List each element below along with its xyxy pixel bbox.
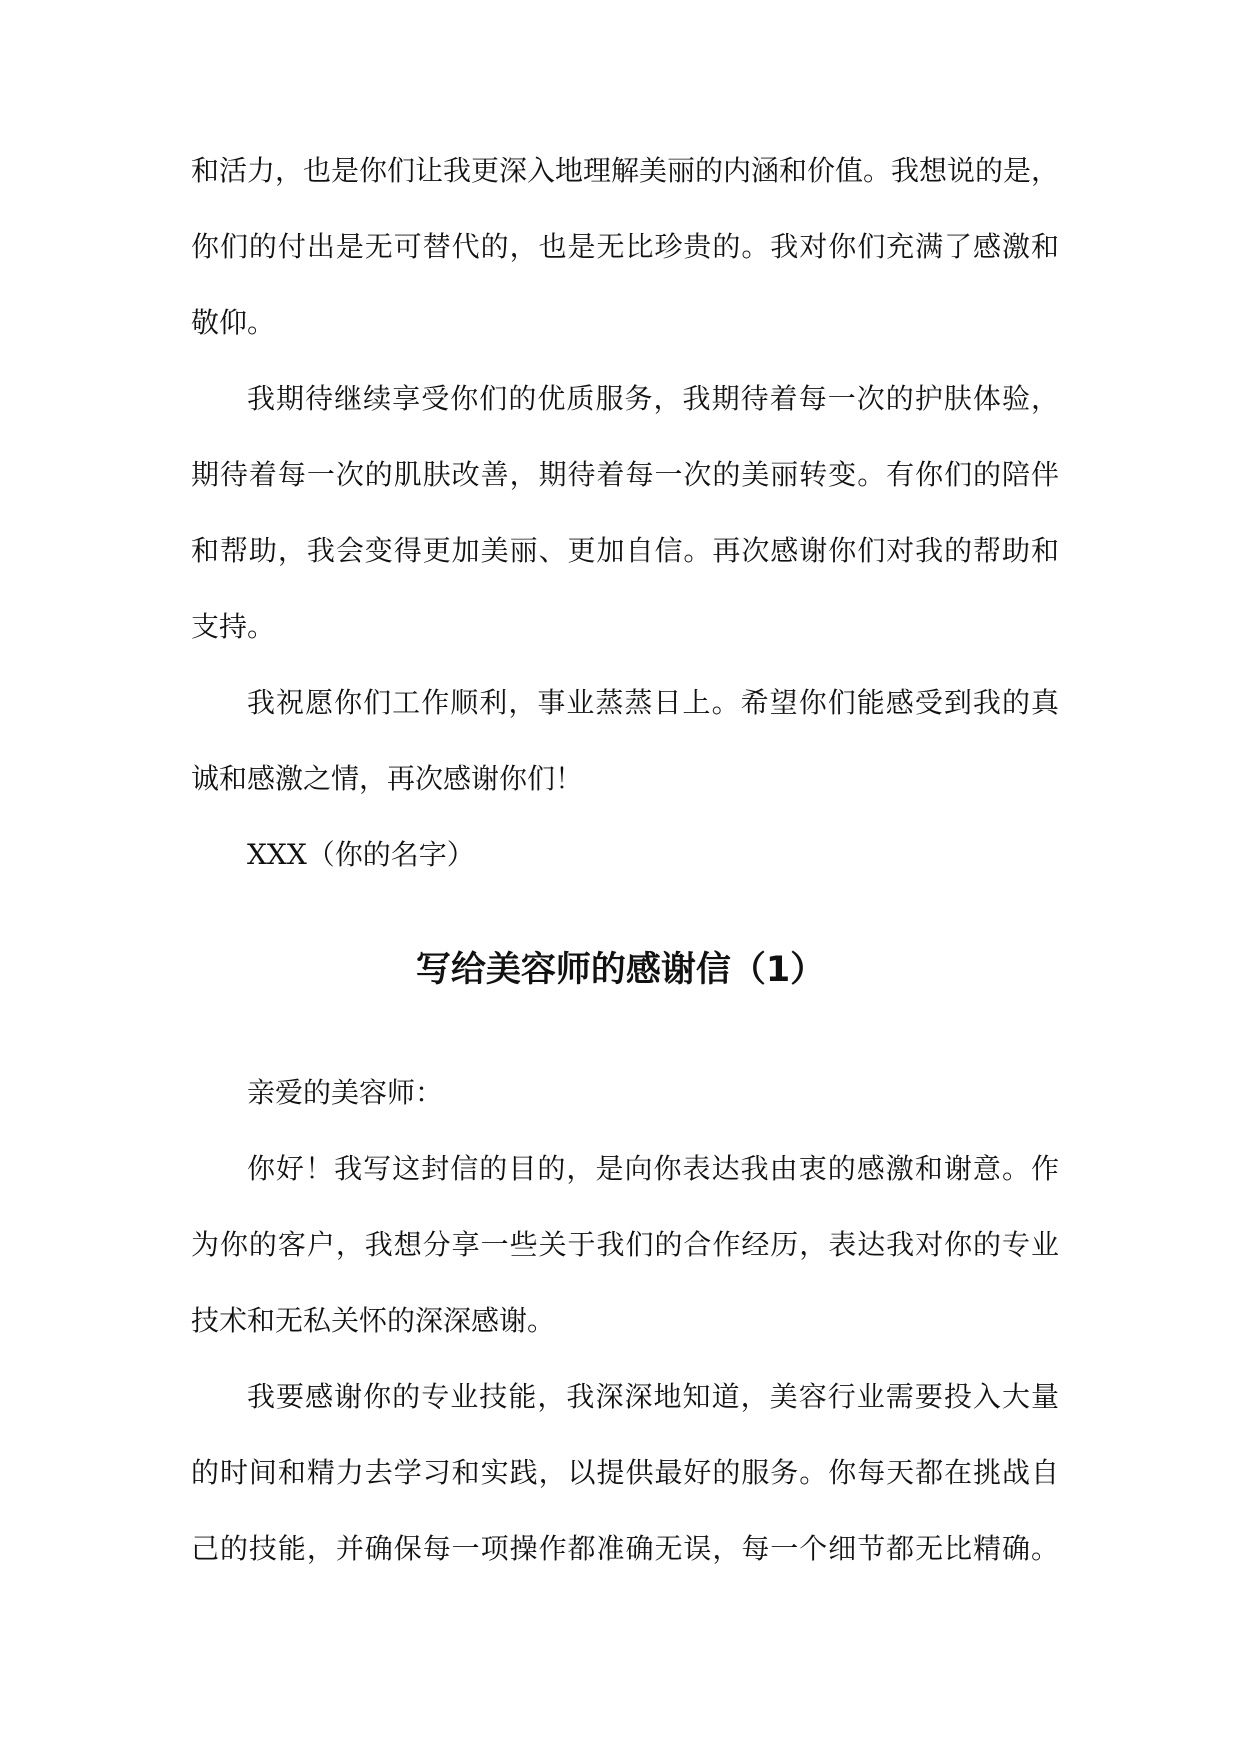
paragraph-line: 的时间和精力去学习和实践，以提供最好的服务。你每天都在挑战自 <box>191 1456 1059 1489</box>
salutation-line: 亲爱的美容师： <box>247 1076 444 1109</box>
paragraph-line: 我期待继续享受你们的优质服务，我期待着每一次的护肤体验， <box>247 382 1059 415</box>
letter-body <box>191 1055 1059 1587</box>
paragraph-line: 你好！我写这封信的目的，是向你表达我由衷的感激和谢意。作 <box>247 1152 1059 1185</box>
paragraph-line: 为你的客户，我想分享一些关于我们的合作经历，表达我对你的专业 <box>191 1228 1059 1261</box>
letter-previous-section <box>191 133 1059 893</box>
paragraph-line: 技术和无私关怀的深深感谢。 <box>191 1304 556 1337</box>
paragraph-line: 我祝愿你们工作顺利，事业蒸蒸日上。希望你们能感受到我的真 <box>247 686 1059 719</box>
paragraph-line: 己的技能，并确保每一项操作都准确无误，每一个细节都无比精确。 <box>191 1532 1059 1565</box>
letter-title: 写给美容师的感谢信（1） <box>415 950 826 990</box>
paragraph-line: 敬仰。 <box>191 306 276 339</box>
signature-line: XXX（你的名字） <box>247 838 475 871</box>
paragraph-line: 和帮助，我会变得更加美丽、更加自信。再次感谢你们对我的帮助和 <box>191 534 1059 567</box>
paragraph-line: 我要感谢你的专业技能，我深深地知道，美容行业需要投入大量 <box>247 1380 1059 1413</box>
paragraph-line: 期待着每一次的肌肤改善，期待着每一次的美丽转变。有你们的陪伴 <box>191 458 1059 491</box>
paragraph-line: 支持。 <box>191 610 276 643</box>
paragraph-line: 和活力，也是你们让我更深入地理解美丽的内涵和价值。我想说的是， <box>191 154 1060 187</box>
paragraph-line: 你们的付出是无可替代的，也是无比珍贵的。我对你们充满了感激和 <box>191 230 1059 263</box>
paragraph-line: 诚和感激之情，再次感谢你们！ <box>191 762 584 795</box>
